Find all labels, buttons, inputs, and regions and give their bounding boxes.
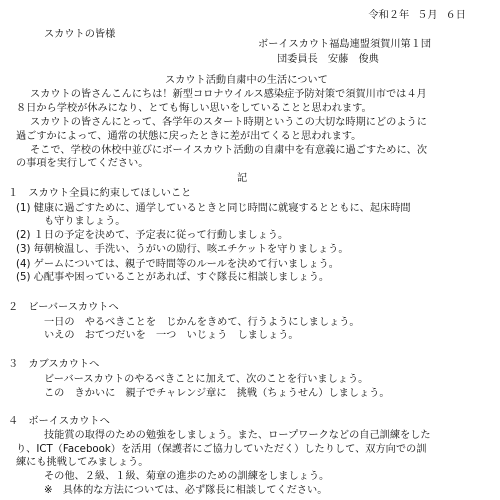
section-heading-2: ２ ビーバースカウトへ <box>8 301 119 313</box>
section1-item: (5) 心配事や困っていることがあれば、すぐ隊長に相談しましょう。 <box>16 272 330 284</box>
intro-line: そこで、学校の休校中並びにボーイスカウト活動の自粛中を有意義に過ごすために、次 <box>30 144 428 156</box>
section2-line: 一日の やるべきことを じかんをきめて、行うようにしましょう。 <box>44 316 360 328</box>
document-title: スカウト活動自粛中の生活について <box>165 74 328 86</box>
section4-line: り、ICT（Facebook）を活用（保護者にご協力していただく）したりして、双方向での訓 <box>16 443 427 455</box>
section-heading-3: ３ カブスカウトへ <box>8 358 100 370</box>
section1-item: も守りましょう。 <box>44 216 126 228</box>
date-month: ５月 <box>417 10 438 22</box>
addressee: スカウトの皆様 <box>44 28 116 40</box>
section3-line: この きかいに 親子でチャレンジ章に 挑戦（ちょうせん）しましょう。 <box>44 387 390 399</box>
section-heading-1: １ スカウト全員に約束してほしいこと <box>8 187 192 199</box>
intro-line: の事項を実行してください。 <box>16 158 149 170</box>
section3-line: ビーバースカウトのやるべきことに加えて、次のことを行いましょう。 <box>44 373 369 385</box>
section4-line: 技能賞の取得のための勉強をしましょう。また、ロープワークなどの自己訓練をした <box>44 429 431 441</box>
intro-line: スカウトの皆さんにとって、各学年のスタート時期というこの大切な時期にどのように <box>30 116 427 128</box>
section4-line: ※ 具体的な方法については、必ず隊長に相談してください。 <box>44 485 328 496</box>
section1-item: (1) 健康に過ごすために、通学しているときと同じ時間に就寝するとともに、起床時間 <box>16 202 411 214</box>
section-heading-4: ４ ボーイスカウトへ <box>8 416 110 427</box>
section4-line: その他、２級、１級、菊章の進歩のための訓練をしましょう。 <box>44 471 330 483</box>
date-era: 令和２年 <box>368 10 410 22</box>
ki-marker: 記 <box>237 173 248 185</box>
date-day: ６日 <box>445 10 466 22</box>
intro-line: ８日から学校が休みになり、とても悔しい思いをしていることと思われます。 <box>16 103 372 115</box>
document-date <box>361 9 467 22</box>
section1-item: (4) ゲームについては、親子で時間等のルールを決めて行いましょう。 <box>16 258 339 270</box>
intro-line: 過ごすかによって、通常の状態に戻ったときに差が出てくると思われます。 <box>16 130 362 142</box>
section4-line: 練にも挑戦してみましょう。 <box>16 457 149 469</box>
section2-line: いえの おてつだいを 一つ いじょう しましょう。 <box>44 330 299 342</box>
sender-organization: ボーイスカウト福島連盟須賀川第１団 <box>258 38 432 50</box>
section1-item: (2) １日の予定を決めて、予定表に従って行動しましょう。 <box>16 230 289 242</box>
intro-line: スカウトの皆さんこんにちは！新型コロナウイルス感染症予防対策で須賀川市では４月 <box>30 89 427 101</box>
sender-person: 団委員長 安藤 俊典 <box>277 54 379 66</box>
section1-item: (3) 毎朝検温し、手洗い、うがいの励行、咳エチケットを守りましょう。 <box>16 243 349 255</box>
